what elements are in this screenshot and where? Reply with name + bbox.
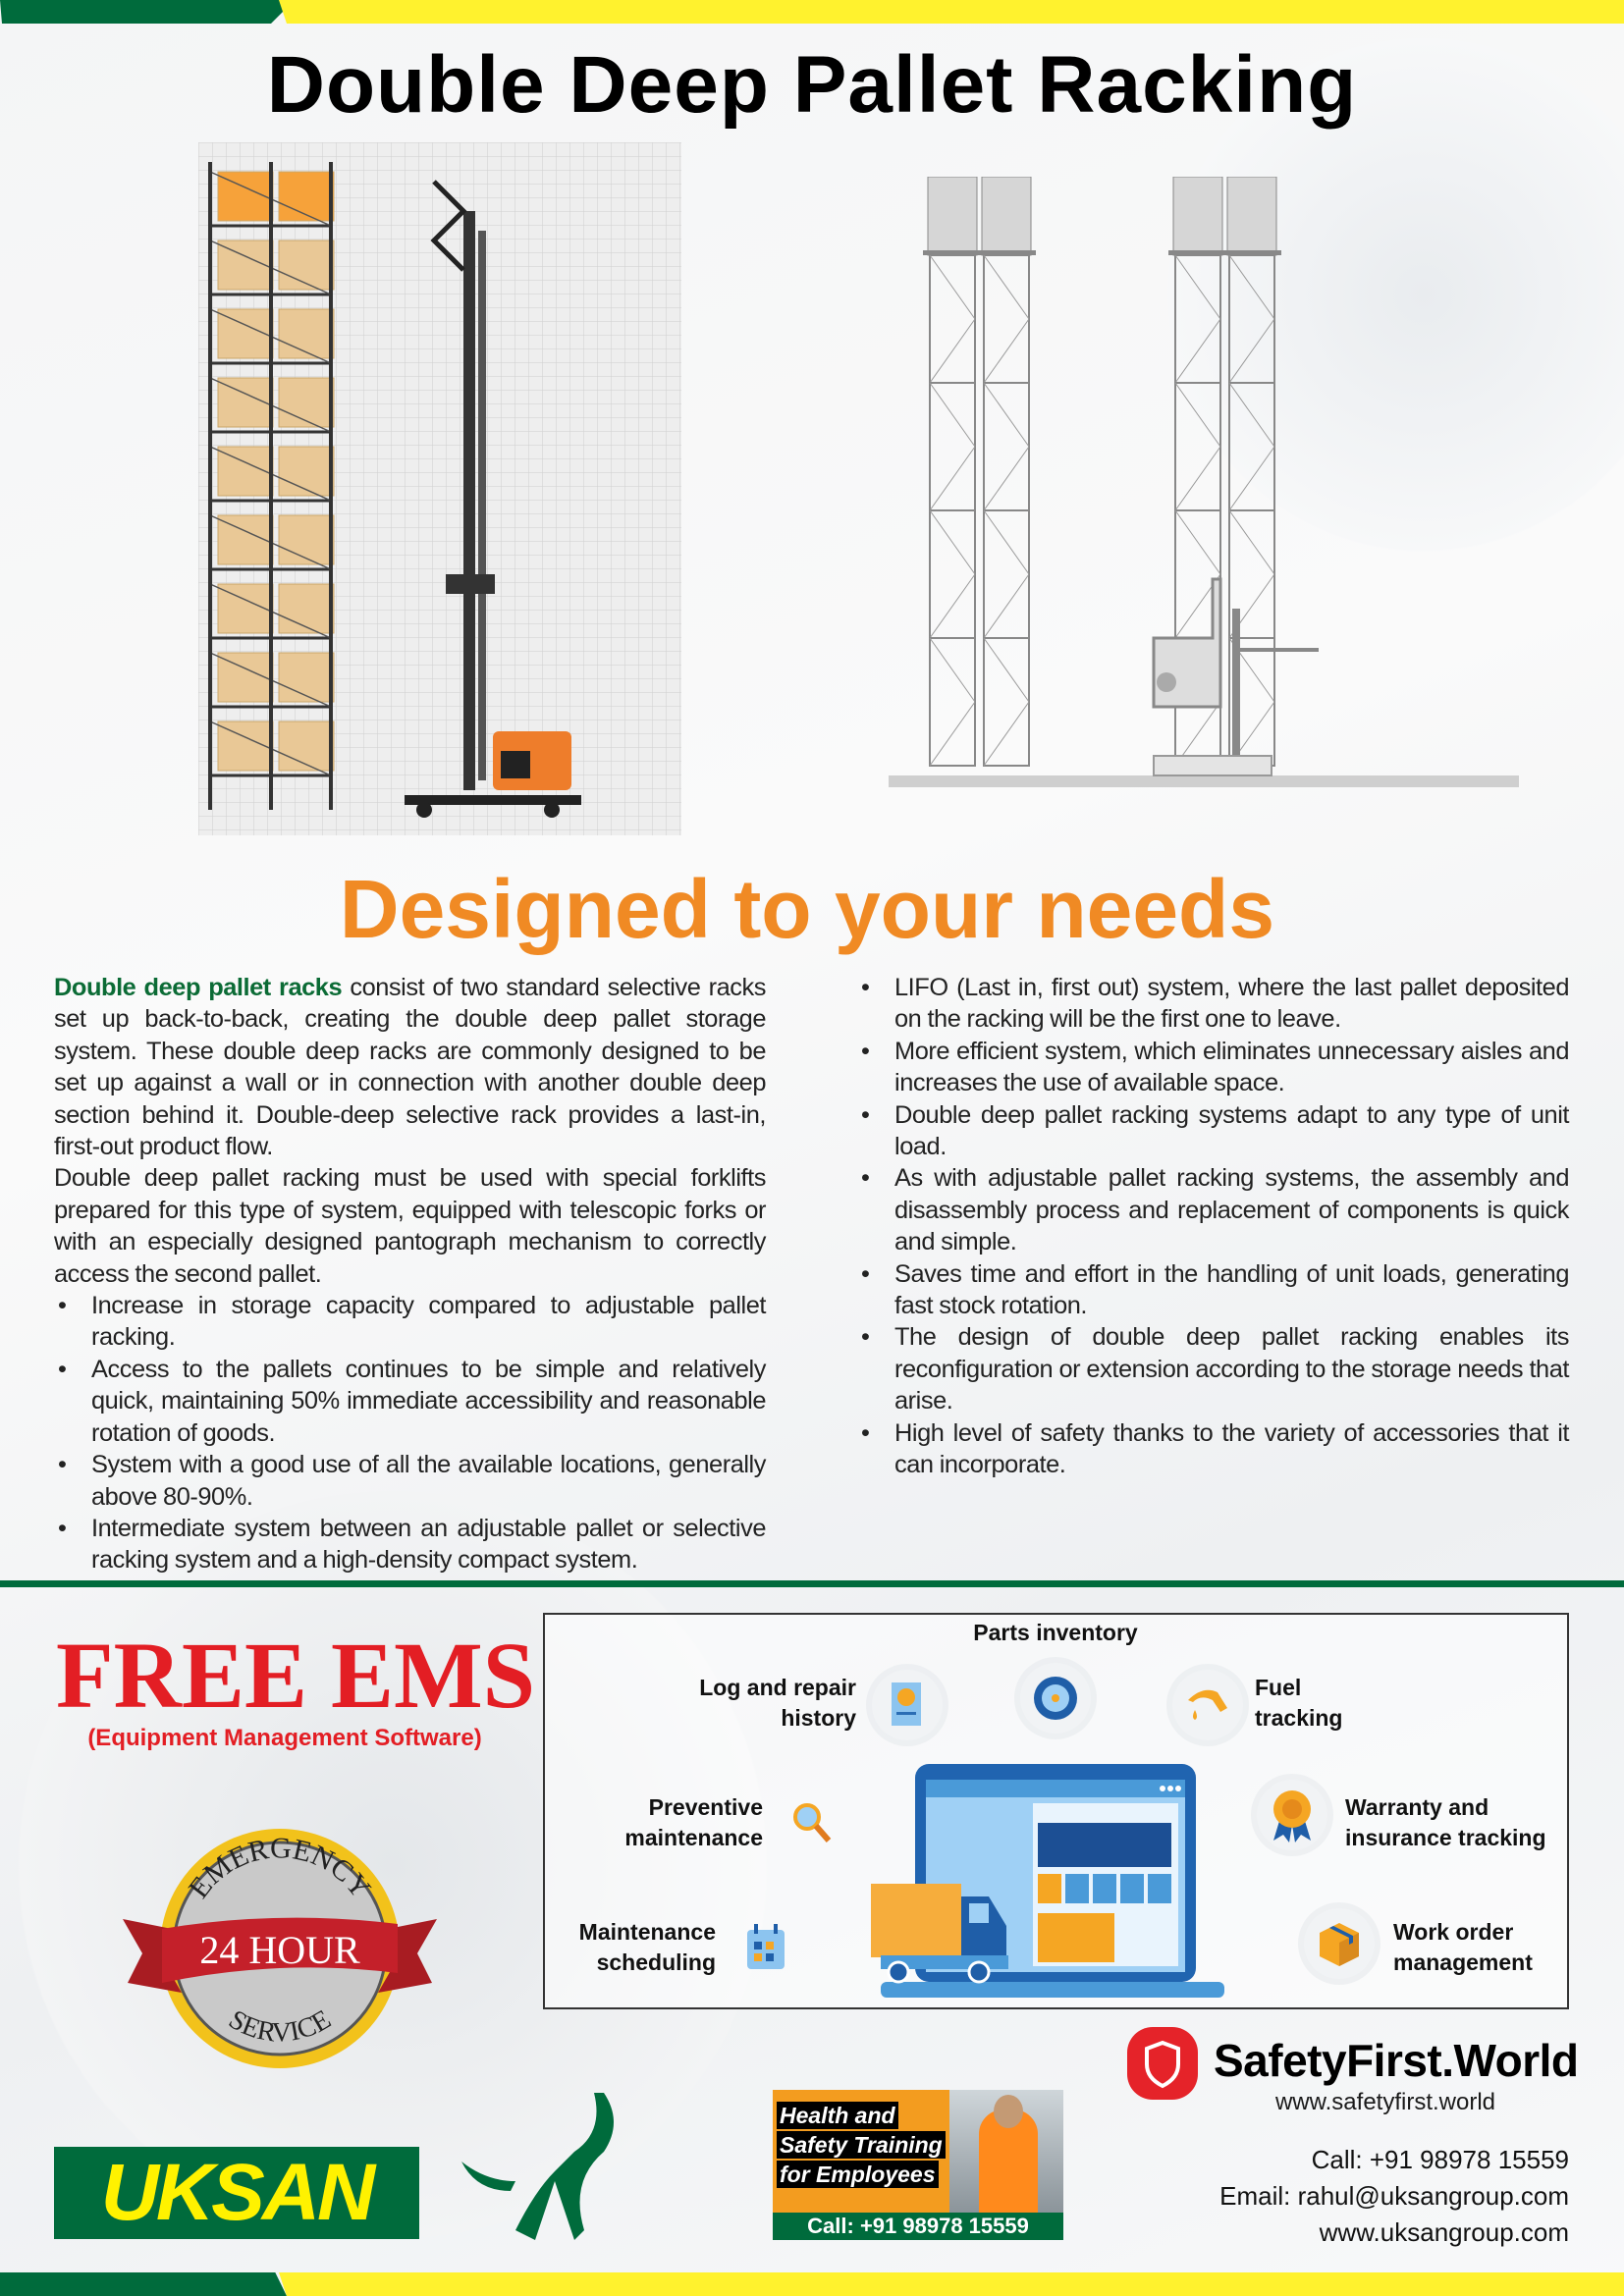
bull-logo — [457, 2093, 639, 2240]
medal-icon — [1257, 1780, 1327, 1850]
feature-label: Warranty and — [1345, 1794, 1489, 1820]
rack-beam — [1222, 250, 1281, 255]
list-item: • The design of double deep pallet racking enables its reconfiguration or extension according to the storage needs that arise. — [857, 1321, 1569, 1416]
rack-frame — [984, 510, 1029, 638]
rack-beam — [923, 250, 982, 255]
emergency-24-hour-badge — [113, 1821, 447, 2076]
double-deep-rack-diagram — [889, 177, 1519, 805]
section-divider — [0, 1580, 1624, 1587]
wheel-icon — [1020, 1663, 1091, 1734]
rack-frame — [930, 510, 975, 638]
list-item: • Access to the pallets continues to be simple and relatively quick, maintaining 50% immediate accessibility and reasonable rotation of goods. — [54, 1354, 766, 1449]
feature-work-order — [1393, 1917, 1533, 1978]
feature-log-repair — [699, 1673, 856, 1734]
feature-preventive — [624, 1792, 763, 1853]
laptop-truck-illustration — [871, 1764, 1236, 2000]
ad-line-1: Health and — [777, 2102, 898, 2129]
pallet-box — [279, 172, 334, 221]
forklift-paragraph: Double deep pallet racking must be used with special forklifts prepared for this type of system, equipped with telescopic forks or with an especially designed pantograph mechanism to correctly access the second pallet. — [54, 1164, 766, 1288]
pallet-load — [982, 177, 1031, 255]
feature-parts-inventory: Parts inventory — [973, 1620, 1138, 1645]
ad-line-2: Safety Training — [777, 2131, 946, 2159]
top-bar-green — [0, 0, 295, 24]
free-ems-heading: FREE EMS — [56, 1623, 536, 1728]
feature-label: tracking — [1255, 1705, 1343, 1731]
rack-frame — [930, 255, 975, 383]
rack-frame — [1175, 383, 1220, 510]
list-item: • Increase in storage capacity compared to adjustable pallet racking. — [54, 1290, 766, 1354]
page-title: Double Deep Pallet Racking — [266, 40, 1358, 130]
calendar-icon — [731, 1911, 801, 1982]
badge-middle-text: 24 HOUR — [199, 1928, 360, 1972]
feature-scheduling — [579, 1917, 716, 1978]
ad-call: Call: +91 98978 15559 — [773, 2213, 1063, 2240]
feature-label: scheduling — [596, 1949, 716, 1975]
rack-frame — [930, 383, 975, 510]
pallet-box — [279, 378, 334, 427]
safetyfirst-url[interactable]: www.safetyfirst.world — [1274, 2089, 1496, 2115]
rack-frame — [984, 383, 1029, 510]
list-item: • Saves time and effort in the handling of unit loads, generating fast stock rotation. — [857, 1258, 1569, 1322]
rack-frame — [930, 638, 975, 766]
pallet-box — [279, 240, 334, 290]
list-item: • Intermediate system between an adjustable pallet or selective racking system and a high-density compact system. — [54, 1513, 766, 1576]
pallet-box — [279, 721, 334, 771]
feature-label: Maintenance — [578, 1919, 716, 1945]
intro-paragraph — [54, 972, 766, 1162]
pallet-load — [928, 177, 977, 255]
feature-label: Preventive — [648, 1794, 763, 1820]
feature-label: management — [1393, 1949, 1533, 1975]
bottom-bar-green — [0, 2272, 287, 2296]
contact-email[interactable]: Email: rahul@uksangroup.com — [1219, 2181, 1569, 2211]
bottom-bar-yellow — [279, 2272, 1624, 2296]
feature-label: Work order — [1393, 1919, 1514, 1945]
training-advert[interactable] — [773, 2090, 1063, 2240]
safetyfirst-name: SafetyFirst.World — [1214, 2035, 1579, 2086]
feature-label: maintenance — [624, 1825, 763, 1850]
free-ems-subtitle: (Equipment Management Software) — [87, 1725, 482, 1751]
list-item: • More efficient system, which eliminates unnecessary aisles and increases the use of available space. — [857, 1036, 1569, 1099]
list-item: • Double deep pallet racking systems adapt to any type of unit load. — [857, 1099, 1569, 1163]
rack-frame — [984, 638, 1029, 766]
rack-frame — [1175, 255, 1220, 383]
feature-label: history — [781, 1705, 856, 1731]
badge-top-text: EMERGENCY — [182, 1832, 378, 1905]
pallet-load — [1227, 177, 1276, 255]
ad-line-3: for Employees — [777, 2161, 939, 2188]
intro-lead: Double deep pallet racks — [54, 974, 343, 1001]
section-subtitle: Designed to your needs — [339, 863, 1275, 955]
pallet-box — [279, 584, 334, 633]
rack-beam — [977, 250, 1036, 255]
pallet-box — [279, 515, 334, 564]
feature-warranty — [1345, 1792, 1546, 1853]
body-text — [54, 972, 1569, 1578]
pallet-load — [1173, 177, 1222, 255]
contact-phone[interactable]: Call: +91 98978 15559 — [1311, 2145, 1569, 2174]
contact-website[interactable]: www.uksangroup.com — [1319, 2217, 1569, 2247]
pallet-box — [279, 653, 334, 702]
worker-photo — [949, 2090, 1063, 2213]
feature-fuel — [1255, 1673, 1342, 1734]
rack-frame — [1229, 383, 1274, 510]
intro-text: consist of two standard selective racks set up back-to-back, creating the double deep pallet storage system. These double deep racks are commonly designed to be set up against a wall or in connection with another double deep section behind it. Double-deep selective rack provides a last-in, first-out product flow. — [54, 974, 766, 1161]
fuel-nozzle-icon — [1172, 1670, 1243, 1740]
rack-frame — [1229, 255, 1274, 383]
feature-label: Log and repair — [699, 1675, 856, 1700]
magnifier-icon — [777, 1787, 847, 1857]
pallet-box — [279, 309, 334, 358]
feature-label: insurance tracking — [1345, 1825, 1546, 1850]
package-box-icon — [1304, 1908, 1375, 1979]
rack-forklift-illustration — [198, 142, 681, 835]
document-gear-icon — [872, 1670, 943, 1740]
badge-bottom-text: SERVICE — [223, 2003, 337, 2049]
rack-beam — [1168, 250, 1227, 255]
list-item: • As with adjustable pallet racking systems, the assembly and disassembly process and replacement of components is quick and simple. — [857, 1162, 1569, 1257]
list-item: • High level of safety thanks to the variety of accessories that it can incorporate. — [857, 1417, 1569, 1481]
list-item: • System with a good use of all the available locations, generally above 80-90%. — [54, 1449, 766, 1513]
feature-label: Fuel — [1255, 1675, 1302, 1700]
uksan-logo: UKSAN — [54, 2147, 419, 2239]
pallet-box — [279, 447, 334, 496]
shield-icon — [1127, 2027, 1198, 2100]
top-bar-yellow — [279, 0, 1624, 24]
rack-frame — [984, 255, 1029, 383]
list-item: • LIFO (Last in, first out) system, where the last pallet deposited on the racking will be the first one to leave. — [857, 972, 1569, 1036]
